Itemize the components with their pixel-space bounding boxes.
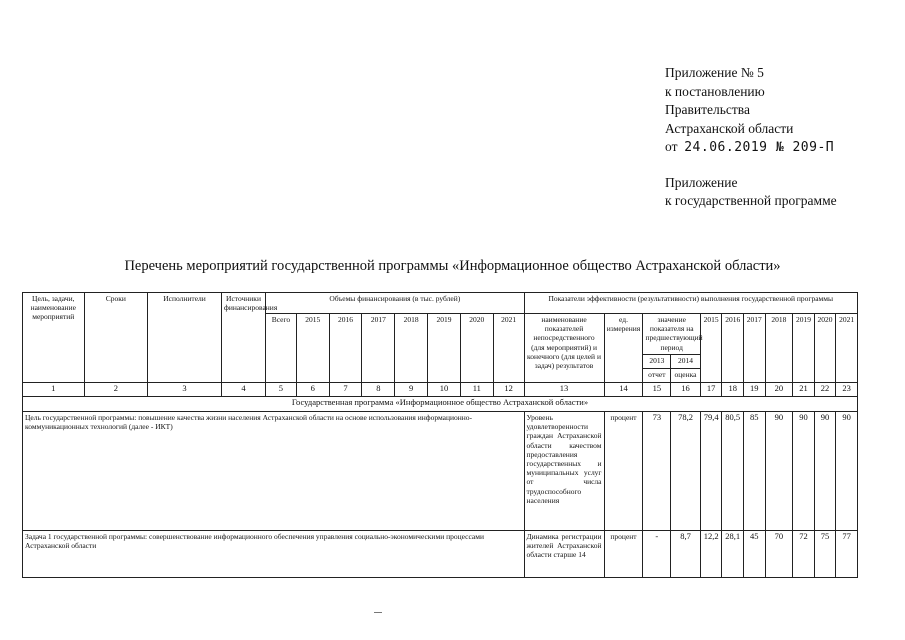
header-fin-year: 2017 [362,314,395,383]
header-financing: Объемы финансирования (в тыс. рублей) [266,293,524,314]
header-executors: Исполнители [148,293,222,383]
date-prefix: от [665,139,678,154]
row-goal-text: Цель государственной программы: повышение качества жизни населения Астраханской области на основе использования информационно-коммуникационных технологий (далее - ИКТ) [23,412,525,531]
col-number: 2 [84,383,148,397]
col-number: 17 [700,383,722,397]
col-number: 23 [836,383,858,397]
appendix-line: к постановлению [665,83,765,99]
row-value: 45 [743,531,765,578]
appendix-line: к государственной программе [665,193,837,208]
row-value: 28,1 [722,531,744,578]
header-row [23,293,858,314]
header-ind-year: 2015 [700,314,722,383]
col-number: 10 [428,383,461,397]
measures-table [22,292,858,578]
row-value: - [643,531,671,578]
appendix-line: Приложение № 5 [665,65,764,80]
header-total: Всего [266,314,297,383]
header-goal: Цель, задачи, наименование мероприятий [23,293,85,383]
program-title-row [23,397,858,412]
header-report: отчет [643,369,671,383]
table-row [23,531,858,578]
header-unit: ед. измерения [604,314,643,383]
header-prev-year: 2013 [643,355,671,369]
col-number: 4 [221,383,265,397]
row-value: 73 [643,412,671,531]
appendix-line: Приложение [665,174,738,190]
row-value: 75 [814,531,836,578]
column-numbers-row [23,383,858,397]
scan-mark [374,612,382,613]
header-indicators: Показатели эффективности (результативности) выполнения государственной программы [524,293,857,314]
col-number: 3 [148,383,222,397]
appendix-line: Правительства [665,102,750,117]
col-number: 22 [814,383,836,397]
col-number: 13 [524,383,604,397]
col-number: 21 [793,383,815,397]
header-ind-year: 2017 [743,314,765,383]
row-value: 90 [793,412,815,531]
header-prev-value: значение показателя на предшествующий период [643,314,700,355]
row-value: 12,2 [700,531,722,578]
appendix-block [665,64,837,211]
col-number: 15 [643,383,671,397]
document-title: Перечень мероприятий государственной программы «Информационное общество Астраханской области» [124,258,781,274]
row-value: 79,4 [700,412,722,531]
row-value: 77 [836,531,858,578]
header-fin-year: 2016 [329,314,362,383]
col-number: 18 [722,383,744,397]
header-ind-year: 2016 [722,314,744,383]
row-value: 90 [765,412,793,531]
header-terms: Сроки [84,293,148,383]
header-fin-year: 2020 [460,314,493,383]
header-sources: Источники финансирования [221,293,265,383]
col-number: 11 [460,383,493,397]
col-number: 16 [671,383,701,397]
program-title: Государственная программа «Информационное общество Астраханской области» [23,397,858,412]
col-number: 9 [395,383,428,397]
header-estimate: оценка [671,369,701,383]
row-value: 8,7 [671,531,701,578]
col-number: 7 [329,383,362,397]
header-fin-year: 2018 [395,314,428,383]
header-ind-year: 2021 [836,314,858,383]
row-value: 90 [814,412,836,531]
col-number: 6 [296,383,329,397]
header-ind-year: 2020 [814,314,836,383]
appendix-date-line [665,138,837,158]
header-ind-year: 2019 [793,314,815,383]
row-unit: процент [604,531,643,578]
col-number: 14 [604,383,643,397]
row-value: 78,2 [671,412,701,531]
col-number: 8 [362,383,395,397]
header-indicator-name: наименование показателей непосредственного (для мероприятий) и конечного (для целей и задач) результатов [524,314,604,383]
header-fin-year: 2015 [296,314,329,383]
col-number: 5 [266,383,297,397]
col-number: 19 [743,383,765,397]
col-number: 1 [23,383,85,397]
header-ind-year: 2018 [765,314,793,383]
row-value: 70 [765,531,793,578]
row-indicator: Уровень удовлетворенности граждан Астраханской области качеством предоставления государственных и муниципальных услуг от числа трудоспособного населения [524,412,604,531]
appendix-line: Астраханской области [665,120,794,136]
row-indicator: Динамика регистрации жителей Астраханской области старше 14 [524,531,604,578]
date-value: 24.06.2019 № 209-П [684,140,835,155]
header-fin-year: 2019 [428,314,461,383]
col-number: 20 [765,383,793,397]
row-task-text: Задача 1 государственной программы: совершенствование информационного обеспечения управления социально-экономическими процессами Астраханской области [23,531,525,578]
header-fin-year: 2021 [493,314,524,383]
row-unit: процент [604,412,643,531]
row-value: 85 [743,412,765,531]
row-value: 80,5 [722,412,744,531]
col-number: 12 [493,383,524,397]
row-value: 90 [836,412,858,531]
header-prev-year: 2014 [671,355,701,369]
table-row [23,412,858,531]
row-value: 72 [793,531,815,578]
